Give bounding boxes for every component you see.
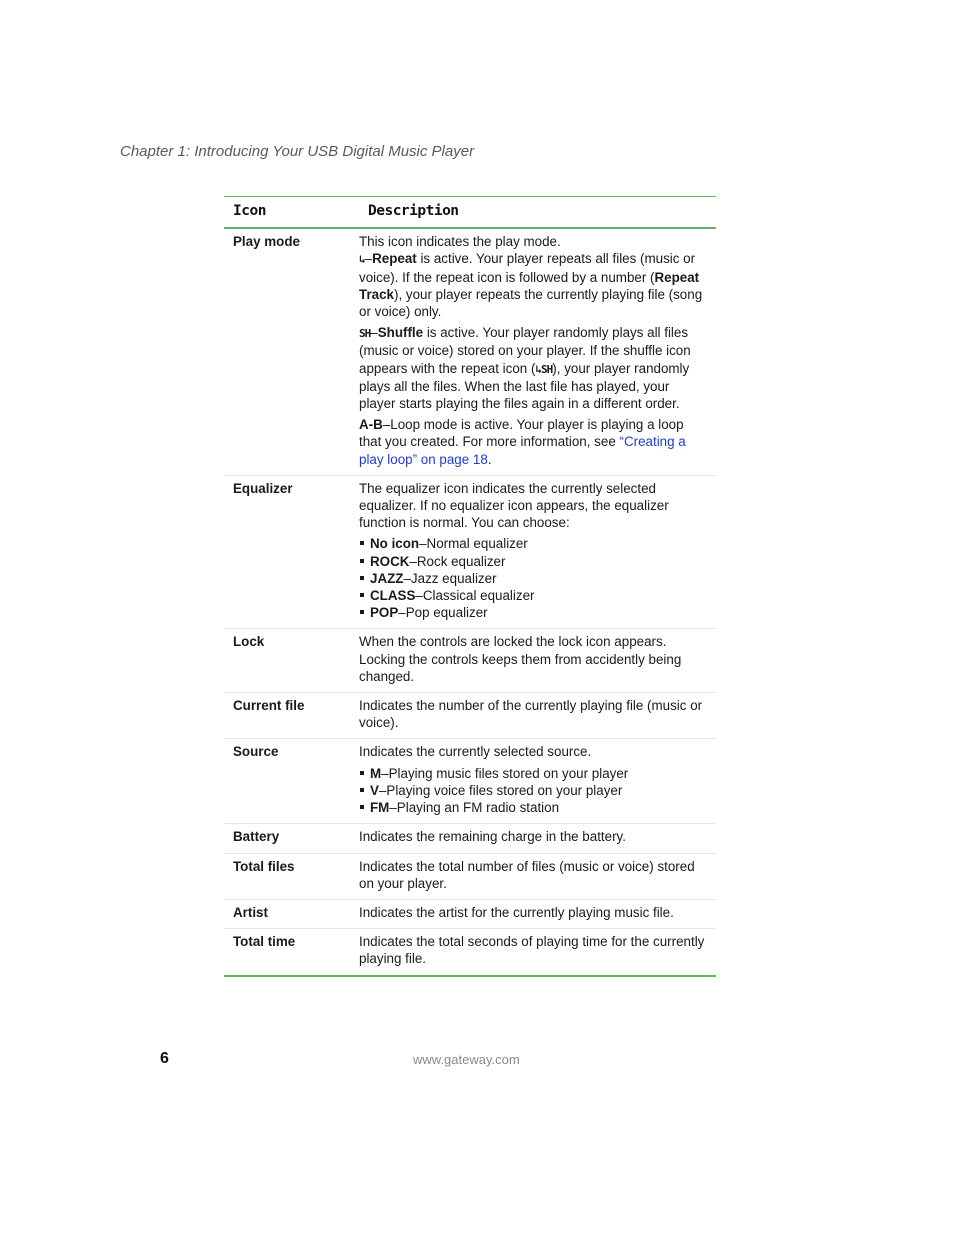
table-row xyxy=(224,739,716,824)
list-item: ROCK–Rock equalizer xyxy=(359,553,707,570)
play-mode-paragraph-ab: A-B–Loop mode is active. Your player is playing a loop that you created. For more information, see “Creating a play loop” on page 18. xyxy=(359,417,686,467)
creating-play-loop-link[interactable]: “Creating a play loop” on page 18 xyxy=(359,434,686,467)
website-url: www.gateway.com xyxy=(413,1052,520,1067)
table-row xyxy=(224,824,716,853)
row-label-play-mode: Play mode xyxy=(224,228,350,475)
list-item: CLASS–Classical equalizer xyxy=(359,587,707,604)
chapter-header: Chapter 1: Introducing Your USB Digital Music Player xyxy=(120,143,475,160)
list-item: FM–Playing an FM radio station xyxy=(359,799,707,816)
row-desc-battery: Indicates the remaining charge in the battery. xyxy=(350,824,716,853)
icon-description-table xyxy=(224,196,716,977)
play-mode-paragraph-shuffle: SH–Shuffle is active. Your player randomly plays all files (music or voice) stored on your player. If the shuffle icon appears with the repeat icon (↳SH), your player randomly plays all the files. When the last file has played, your player starts playing the files again in a different order. xyxy=(359,325,691,412)
row-desc-equalizer: The equalizer icon indicates the currently selected equalizer. If no equalizer icon appears, the equalizer function is normal. You can choose: No icon–Normal equalizer ROCK–Rock equalizer JAZZ–Jazz equalizer CLASS–Classical equalizer POP–Pop equalizer xyxy=(350,475,716,629)
row-label-source: Source xyxy=(224,739,350,824)
row-label-current-file: Current file xyxy=(224,693,350,739)
description-column-header: Description xyxy=(350,197,716,229)
table-header-row xyxy=(224,197,716,229)
page-number: 6 xyxy=(160,1050,169,1067)
table-row xyxy=(224,228,716,475)
table-row xyxy=(224,629,716,693)
row-label-total-files: Total files xyxy=(224,853,350,899)
repeat-icon: ↳ xyxy=(359,253,365,267)
equalizer-options-list xyxy=(359,535,707,621)
source-options-list xyxy=(359,765,707,817)
row-desc-artist: Indicates the artist for the currently playing music file. xyxy=(350,899,716,928)
shuffle-icon: SH xyxy=(359,327,371,341)
repeat-shuffle-icon: ↳SH xyxy=(535,362,553,376)
table-row xyxy=(224,693,716,739)
row-desc-current-file: Indicates the number of the currently playing file (music or voice). xyxy=(350,693,716,739)
row-desc-lock: When the controls are locked the lock icon appears. Locking the controls keeps them from accidently being changed. xyxy=(350,629,716,693)
row-desc-play-mode xyxy=(350,228,716,475)
list-item: M–Playing music files stored on your player xyxy=(359,765,707,782)
row-desc-source: Indicates the currently selected source. M–Playing music files stored on your player V–Playing voice files stored on your player FM–Playing an FM radio station xyxy=(350,739,716,824)
list-item: POP–Pop equalizer xyxy=(359,604,707,621)
row-label-battery: Battery xyxy=(224,824,350,853)
table-row xyxy=(224,929,716,976)
table-row xyxy=(224,899,716,928)
row-label-artist: Artist xyxy=(224,899,350,928)
row-label-equalizer: Equalizer xyxy=(224,475,350,629)
row-desc-total-time: Indicates the total seconds of playing time for the currently playing file. xyxy=(359,934,705,967)
list-item: V–Playing voice files stored on your player xyxy=(359,782,707,799)
table-row xyxy=(224,475,716,629)
play-mode-paragraph-repeat: This icon indicates the play mode. ↳–Repeat is active. Your player repeats all files (music or voice). If the repeat icon is followed by a number (Repeat Track), your player repeats the currently playing file (song or voice) only. xyxy=(359,234,703,320)
row-label-lock: Lock xyxy=(224,629,350,693)
row-desc-total-files: Indicates the total number of files (music or voice) stored on your player. xyxy=(350,853,716,899)
list-item: JAZZ–Jazz equalizer xyxy=(359,570,707,587)
icon-column-header: Icon xyxy=(224,197,350,229)
table-row xyxy=(224,853,716,899)
row-label-total-time: Total time xyxy=(233,934,296,950)
list-item: No icon–Normal equalizer xyxy=(359,535,707,552)
